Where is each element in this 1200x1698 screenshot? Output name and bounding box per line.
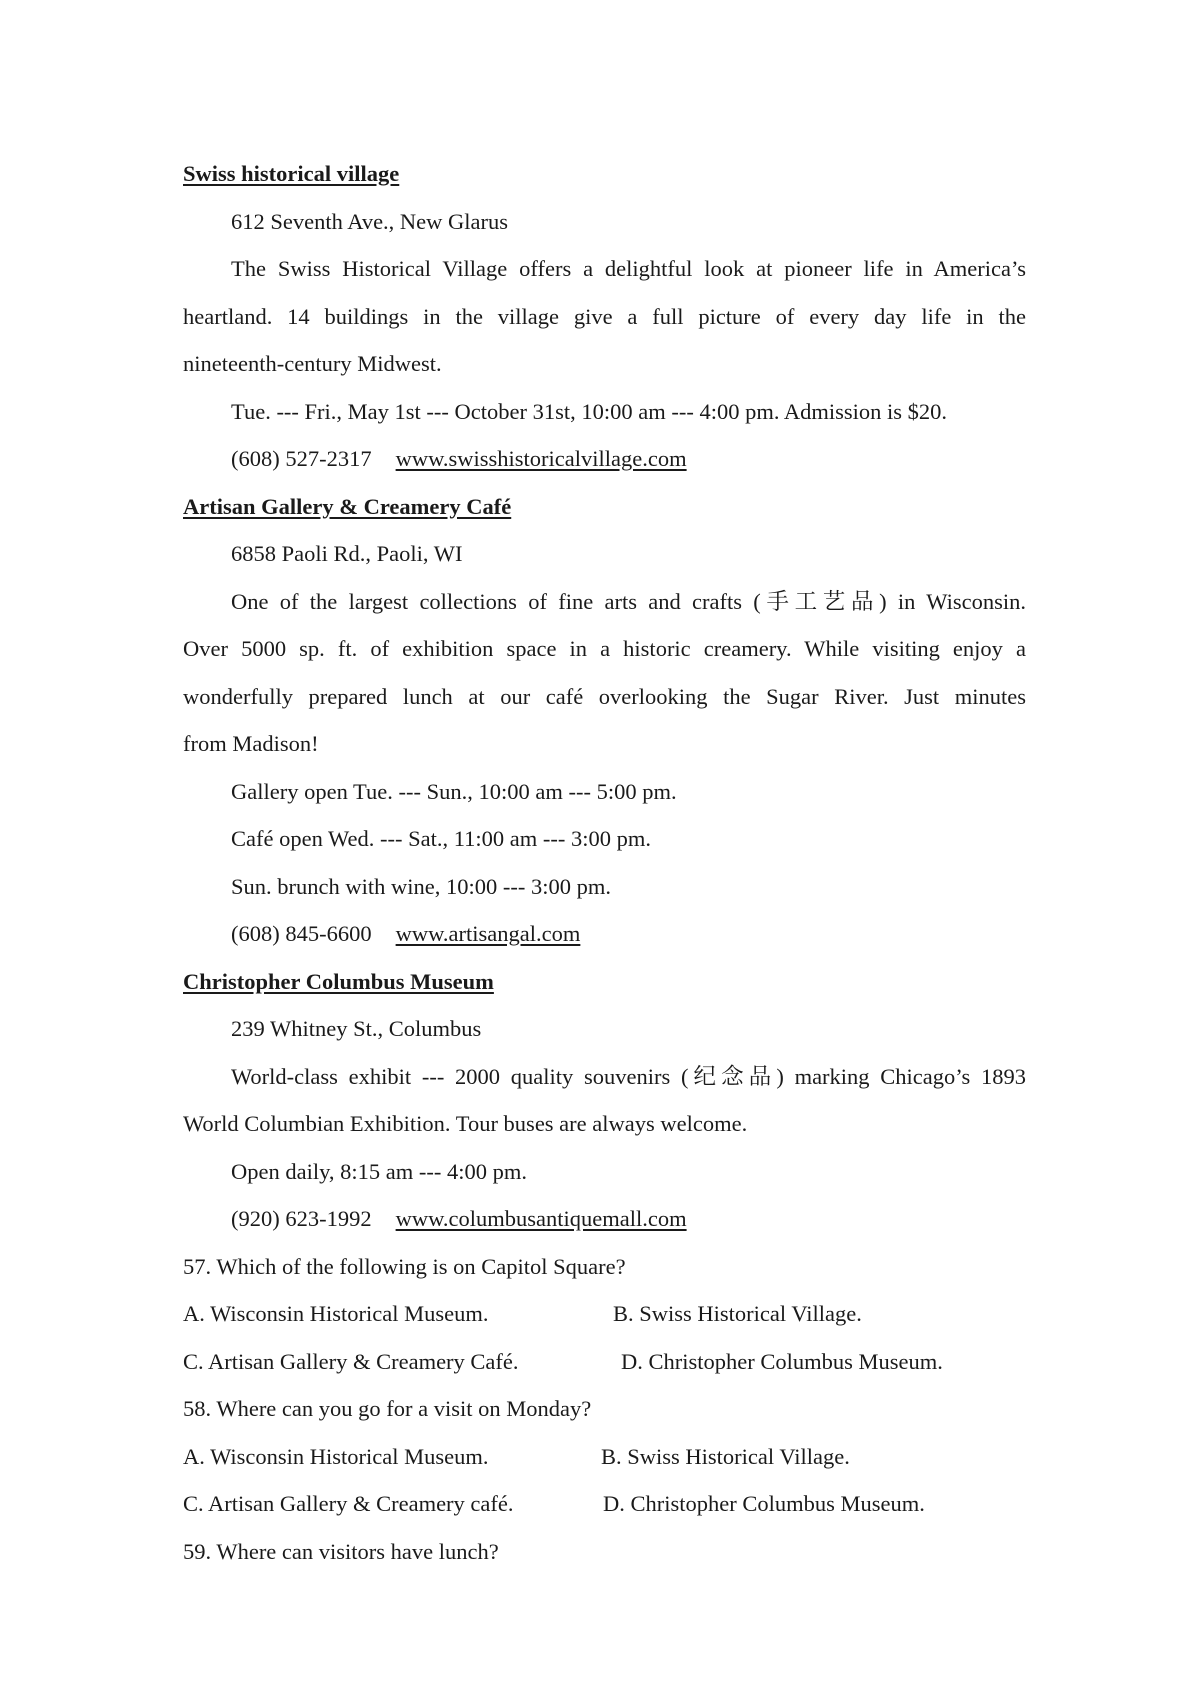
section-columbus (183, 958, 1026, 1006)
columbus-contact (183, 1195, 1026, 1243)
question-58-options-cd (183, 1480, 1026, 1528)
question-57-option-b: B. Swiss Historical Village. (613, 1301, 862, 1326)
artisan-phone: (608) 845-6600 (231, 921, 372, 946)
question-57-stem: 57. Which of the following is on Capitol Square? (183, 1253, 626, 1279)
question-58-option-d: D. Christopher Columbus Museum. (603, 1491, 925, 1516)
columbus-hours: Open daily, 8:15 am --- 4:00 pm. (231, 1158, 527, 1184)
swiss-phone: (608) 527-2317 (231, 446, 372, 471)
artisan-contact (183, 910, 1026, 958)
artisan-desc-line4: from Madison! (183, 731, 319, 756)
artisan-cafe-hours: Café open Wed. --- Sat., 11:00 am --- 3:00 pm. (231, 826, 651, 851)
columbus-phone: (920) 623-1992 (231, 1206, 372, 1231)
swiss-contact (183, 435, 1026, 483)
artisan-desc-line1: One of the largest collections of fine arts and crafts (手工艺品) in Wisconsin. (231, 588, 1026, 614)
artisan-desc-line2: Over 5000 sp. ft. of exhibition space in a historic creamery. While visiting enjoy a (183, 636, 1026, 661)
question-57-options-ab (183, 1290, 1026, 1338)
document-page (183, 150, 1026, 1575)
question-57-option-d: D. Christopher Columbus Museum. (621, 1348, 943, 1374)
swiss-address: 612 Seventh Ave., New Glarus (231, 208, 509, 234)
artisan-address: 6858 Paoli Rd., Paoli, WI (231, 541, 463, 566)
artisan-brunch: Sun. brunch with wine, 10:00 --- 3:00 pm. (231, 873, 611, 899)
question-57-option-a: A. Wisconsin Historical Museum. (183, 1301, 489, 1326)
artisan-gallery-hours: Gallery open Tue. --- Sun., 10:00 am --- 5:00 pm. (231, 778, 677, 804)
question-57-options-cd (183, 1338, 1026, 1386)
swiss-hours: Tue. --- Fri., May 1st --- October 31st, 10:00 am --- 4:00 pm. Admission is $20. (231, 398, 948, 424)
question-58-option-a: A. Wisconsin Historical Museum. (183, 1443, 489, 1469)
swiss-desc-line2: heartland. 14 buildings in the village give a full picture of every day life in the (183, 303, 1026, 329)
artisan-desc-line3: wonderfully prepared lunch at our café overlooking the Sugar River. Just minutes (183, 683, 1026, 709)
question-58-option-b: B. Swiss Historical Village. (601, 1443, 850, 1469)
swiss-desc-line3: nineteenth-century Midwest. (183, 351, 442, 376)
question-59-stem: 59. Where can visitors have lunch? (183, 1538, 499, 1564)
columbus-heading: Christopher Columbus Museum (183, 968, 494, 994)
section-artisan (183, 483, 1026, 531)
question-57-option-c: C. Artisan Gallery & Creamery Café. (183, 1348, 519, 1374)
question-58-options-ab (183, 1433, 1026, 1481)
artisan-website-link[interactable]: www.artisangal.com (395, 921, 581, 946)
artisan-heading: Artisan Gallery & Creamery Café (183, 493, 512, 519)
columbus-desc-line1: World-class exhibit --- 2000 quality souvenirs (纪念品) marking Chicago’s 1893 (231, 1063, 1026, 1089)
columbus-desc-line2: World Columbian Exhibition. Tour buses are always welcome. (183, 1111, 748, 1136)
section-swiss (183, 150, 1026, 198)
question-58-stem: 58. Where can you go for a visit on Monday? (183, 1396, 592, 1421)
question-58-option-c: C. Artisan Gallery & Creamery café. (183, 1491, 514, 1516)
swiss-website-link[interactable]: www.swisshistoricalvillage.com (395, 446, 687, 471)
columbus-website-link[interactable]: www.columbusantiquemall.com (395, 1206, 687, 1231)
swiss-desc-line1: The Swiss Historical Village offers a delightful look at pioneer life in America’s (231, 256, 1026, 281)
columbus-address: 239 Whitney St., Columbus (231, 1016, 482, 1041)
swiss-heading: Swiss historical village (183, 161, 400, 186)
